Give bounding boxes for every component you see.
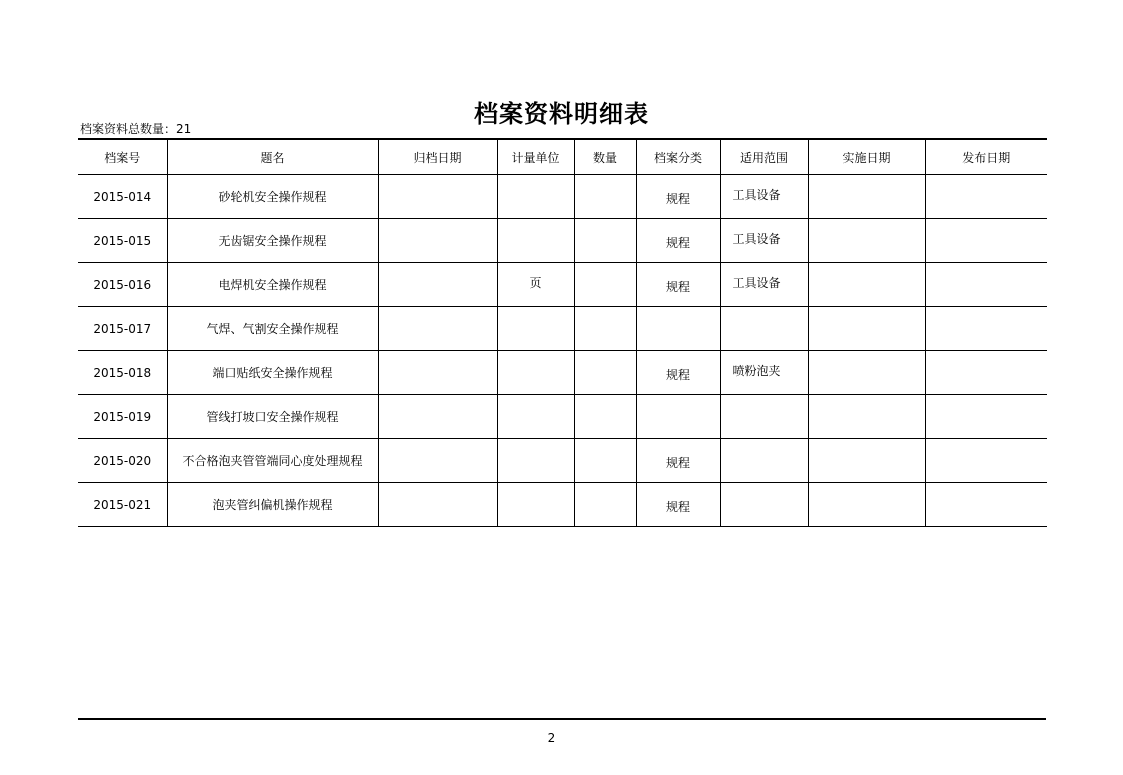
cell-scope	[720, 307, 808, 351]
table-row	[78, 175, 1047, 219]
header-publish-date: 发布日期	[925, 139, 1047, 175]
cell-quantity	[574, 175, 636, 219]
table-row	[78, 307, 1047, 351]
cell-title: 电焊机安全操作规程	[167, 263, 378, 307]
cell-publish-date	[925, 483, 1047, 527]
cell-archive-no: 2015-016	[78, 263, 167, 307]
cell-quantity	[574, 395, 636, 439]
cell-category: 规程	[636, 175, 720, 219]
cell-archive-no: 2015-020	[78, 439, 167, 483]
cell-unit	[497, 219, 574, 263]
header-title: 题名	[167, 139, 378, 175]
cell-unit	[497, 175, 574, 219]
cell-archive-no: 2015-018	[78, 351, 167, 395]
cell-scope: 工具设备	[720, 219, 808, 263]
footer-divider	[78, 718, 1046, 720]
cell-category: 规程	[636, 439, 720, 483]
cell-unit	[497, 439, 574, 483]
cell-quantity	[574, 351, 636, 395]
cell-publish-date	[925, 351, 1047, 395]
cell-quantity	[574, 439, 636, 483]
cell-effective-date	[808, 263, 925, 307]
cell-archive-date	[378, 395, 497, 439]
cell-quantity	[574, 263, 636, 307]
cell-effective-date	[808, 483, 925, 527]
header-category: 档案分类	[636, 139, 720, 175]
table-row	[78, 219, 1047, 263]
table-row	[78, 483, 1047, 527]
cell-title: 无齿锯安全操作规程	[167, 219, 378, 263]
cell-publish-date	[925, 219, 1047, 263]
header-row	[78, 139, 1047, 175]
cell-scope: 工具设备	[720, 175, 808, 219]
cell-unit	[497, 351, 574, 395]
cell-title: 砂轮机安全操作规程	[167, 175, 378, 219]
cell-effective-date	[808, 219, 925, 263]
cell-unit	[497, 395, 574, 439]
cell-archive-no: 2015-021	[78, 483, 167, 527]
cell-effective-date	[808, 351, 925, 395]
cell-category: 规程	[636, 351, 720, 395]
header-archive-date: 归档日期	[378, 139, 497, 175]
total-count: 档案资料总数量：21	[80, 122, 192, 136]
cell-title: 泡夹管纠偏机操作规程	[167, 483, 378, 527]
cell-archive-no: 2015-019	[78, 395, 167, 439]
cell-archive-no: 2015-014	[78, 175, 167, 219]
cell-unit	[497, 483, 574, 527]
cell-category	[636, 395, 720, 439]
cell-effective-date	[808, 307, 925, 351]
cell-publish-date	[925, 395, 1047, 439]
cell-quantity	[574, 219, 636, 263]
header-effective-date: 实施日期	[808, 139, 925, 175]
cell-effective-date	[808, 395, 925, 439]
cell-archive-date	[378, 219, 497, 263]
cell-archive-no: 2015-017	[78, 307, 167, 351]
cell-scope: 喷粉泡夹	[720, 351, 808, 395]
cell-scope	[720, 439, 808, 483]
cell-archive-date	[378, 263, 497, 307]
cell-effective-date	[808, 439, 925, 483]
cell-archive-date	[378, 175, 497, 219]
cell-scope	[720, 395, 808, 439]
cell-title: 不合格泡夹管管端同心度处理规程	[167, 439, 378, 483]
cell-category: 规程	[636, 263, 720, 307]
cell-title: 端口贴纸安全操作规程	[167, 351, 378, 395]
table-row	[78, 439, 1047, 483]
header-scope: 适用范围	[720, 139, 808, 175]
table-row	[78, 351, 1047, 395]
cell-category	[636, 307, 720, 351]
cell-archive-date	[378, 307, 497, 351]
cell-quantity	[574, 307, 636, 351]
header-quantity: 数量	[574, 139, 636, 175]
cell-quantity	[574, 483, 636, 527]
cell-archive-no: 2015-015	[78, 219, 167, 263]
table-row	[78, 263, 1047, 307]
cell-archive-date	[378, 351, 497, 395]
cell-category: 规程	[636, 483, 720, 527]
table-row	[78, 395, 1047, 439]
page-number: 2	[547, 731, 556, 745]
cell-category: 规程	[636, 219, 720, 263]
archive-table	[78, 138, 1047, 527]
cell-unit	[497, 307, 574, 351]
cell-publish-date	[925, 175, 1047, 219]
cell-publish-date	[925, 439, 1047, 483]
cell-publish-date	[925, 263, 1047, 307]
cell-scope	[720, 483, 808, 527]
cell-archive-date	[378, 439, 497, 483]
page-title: 档案资料明细表	[474, 99, 649, 128]
cell-scope: 工具设备	[720, 263, 808, 307]
cell-title: 管线打坡口安全操作规程	[167, 395, 378, 439]
cell-archive-date	[378, 483, 497, 527]
cell-publish-date	[925, 307, 1047, 351]
cell-title: 气焊、气割安全操作规程	[167, 307, 378, 351]
cell-effective-date	[808, 175, 925, 219]
header-archive-no: 档案号	[78, 139, 167, 175]
cell-unit: 页	[497, 263, 574, 307]
header-unit: 计量单位	[497, 139, 574, 175]
